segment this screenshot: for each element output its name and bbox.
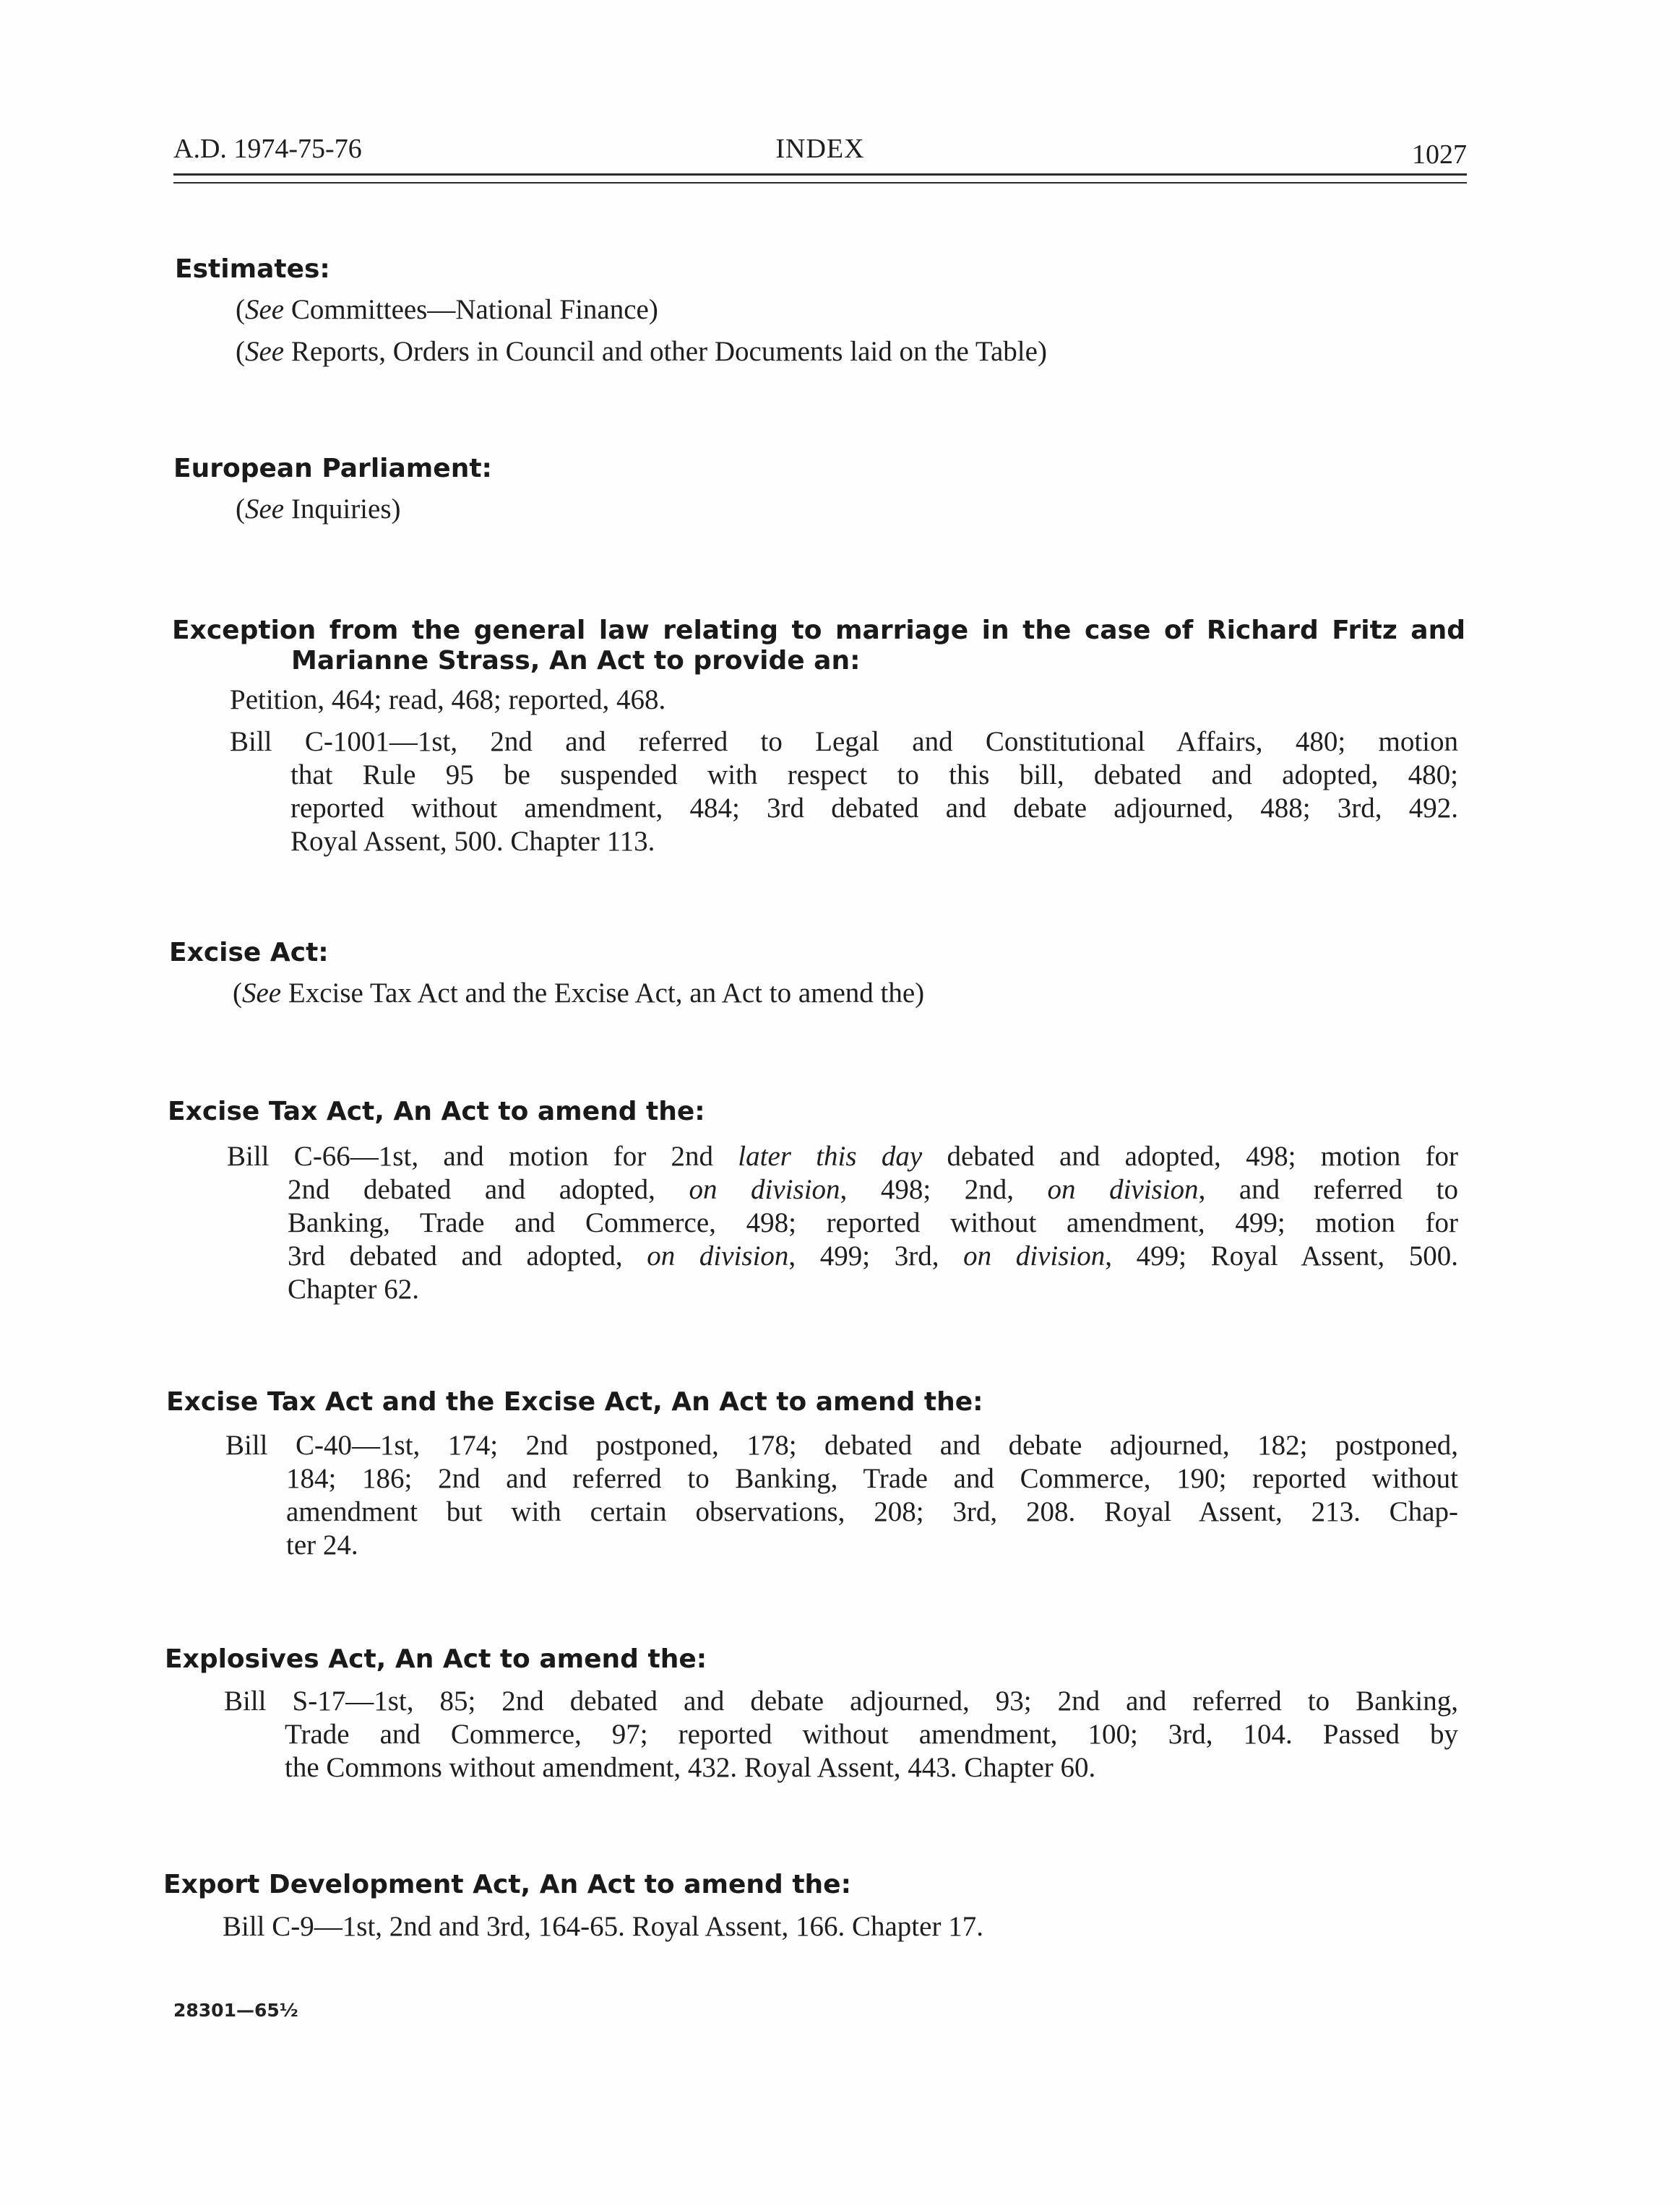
header-rule-bottom <box>173 182 1467 184</box>
entry-line: 184; 186; 2nd and referred to Banking, Trade and Commerce, 190; reported without <box>286 1463 1458 1494</box>
entry-heading <box>0 616 1465 676</box>
entry-body <box>0 683 1458 858</box>
entry-heading: European Parliament: <box>173 454 492 483</box>
entry-body <box>0 1910 1680 1943</box>
index-entry-excise-tax-and-excise-act <box>0 1387 1680 1562</box>
entry-line: that Rule 95 be suspended with respect to this bill, debated and adopted, 480; <box>290 759 1458 790</box>
index-entry-european-parliament <box>0 454 1680 530</box>
entry-heading: Excise Tax Act, An Act to amend the: <box>168 1097 705 1126</box>
index-entry-excise-tax-act <box>0 1097 1680 1306</box>
running-head <box>173 129 1467 169</box>
entry-heading: Excise Act: <box>169 938 329 967</box>
entry-line: Trade and Commerce, 97; reported without amendment, 100; 3rd, 104. Passed by <box>285 1719 1458 1750</box>
header-rule-top <box>173 173 1467 176</box>
index-entry-estimates <box>0 254 1680 373</box>
entry-line: ter 24. <box>286 1529 358 1561</box>
entry-line: amendment but with certain observations, 208; 3rd, 208. Royal Assent, 213. Chap- <box>286 1496 1458 1527</box>
entry-body <box>0 488 1680 530</box>
page-number: 1027 <box>1412 139 1467 170</box>
entry-line: (See Reports, Orders in Council and other Documents laid on the Table) <box>236 336 1047 367</box>
entry-line: Royal Assent, 500. Chapter 113. <box>290 826 655 857</box>
entry-body <box>0 1429 1458 1562</box>
running-head-title: INDEX <box>775 134 865 164</box>
signature-mark: 28301—65½ <box>173 2000 298 2021</box>
entry-body <box>0 289 1680 373</box>
entry-heading: Export Development Act, An Act to amend the: <box>163 1870 851 1899</box>
entry-heading: Explosives Act, An Act to amend the: <box>165 1644 707 1674</box>
entry-line: Petition, 464; read, 468; reported, 468. <box>230 684 666 715</box>
entry-line: Bill C-1001—1st, 2nd and referred to Legal and Constitutional Affairs, 480; motion <box>230 726 1458 757</box>
entry-line: Bill C-66—1st, and motion for 2nd later this day debated and adopted, 498; motion for <box>227 1141 1458 1172</box>
entry-line: 2nd debated and adopted, on division, 498; 2nd, on division, and referred to <box>288 1174 1458 1205</box>
entry-line: Banking, Trade and Commerce, 498; reported without amendment, 499; motion for <box>288 1207 1458 1238</box>
entry-line: Chapter 62. <box>288 1274 419 1305</box>
entry-line: Bill S-17—1st, 85; 2nd debated and debate adjourned, 93; 2nd and referred to Banking, <box>224 1686 1458 1717</box>
running-head-date: A.D. 1974-75-76 <box>173 134 362 164</box>
index-entry-excise-act <box>0 938 1680 1014</box>
entry-line: 3rd debated and adopted, on division, 499; 3rd, on division, 499; Royal Assent, 500. <box>288 1240 1458 1272</box>
entry-line: (See Inquiries) <box>236 493 401 525</box>
entry-line: (See Excise Tax Act and the Excise Act, an Act to amend the) <box>233 978 925 1009</box>
entry-body <box>0 972 1680 1014</box>
entry-heading-line: Marianne Strass, An Act to provide an: <box>291 646 861 676</box>
entry-line: the Commons without amendment, 432. Royal Assent, 443. Chapter 60. <box>285 1752 1096 1783</box>
entry-line: (See Committees—National Finance) <box>236 294 658 325</box>
index-entry-export-development-act <box>0 1870 1680 1943</box>
entry-heading: Estimates: <box>175 254 330 284</box>
entry-line: Bill C-9—1st, 2nd and 3rd, 164-65. Royal Assent, 166. Chapter 17. <box>223 1911 983 1942</box>
entry-heading-line: Exception from the general law relating to marriage in the case of Richard Fritz and <box>172 616 1465 645</box>
entry-heading: Excise Tax Act and the Excise Act, An Act to amend the: <box>166 1387 983 1417</box>
entry-line: Bill C-40—1st, 174; 2nd postponed, 178; debated and debate adjourned, 182; postponed, <box>225 1430 1458 1461</box>
index-entry-exception-marriage <box>0 616 1680 858</box>
entry-body <box>0 1140 1458 1306</box>
index-entry-explosives-act <box>0 1644 1680 1785</box>
entry-line: reported without amendment, 484; 3rd debated and debate adjourned, 488; 3rd, 492. <box>290 793 1458 824</box>
entry-body <box>0 1685 1458 1785</box>
